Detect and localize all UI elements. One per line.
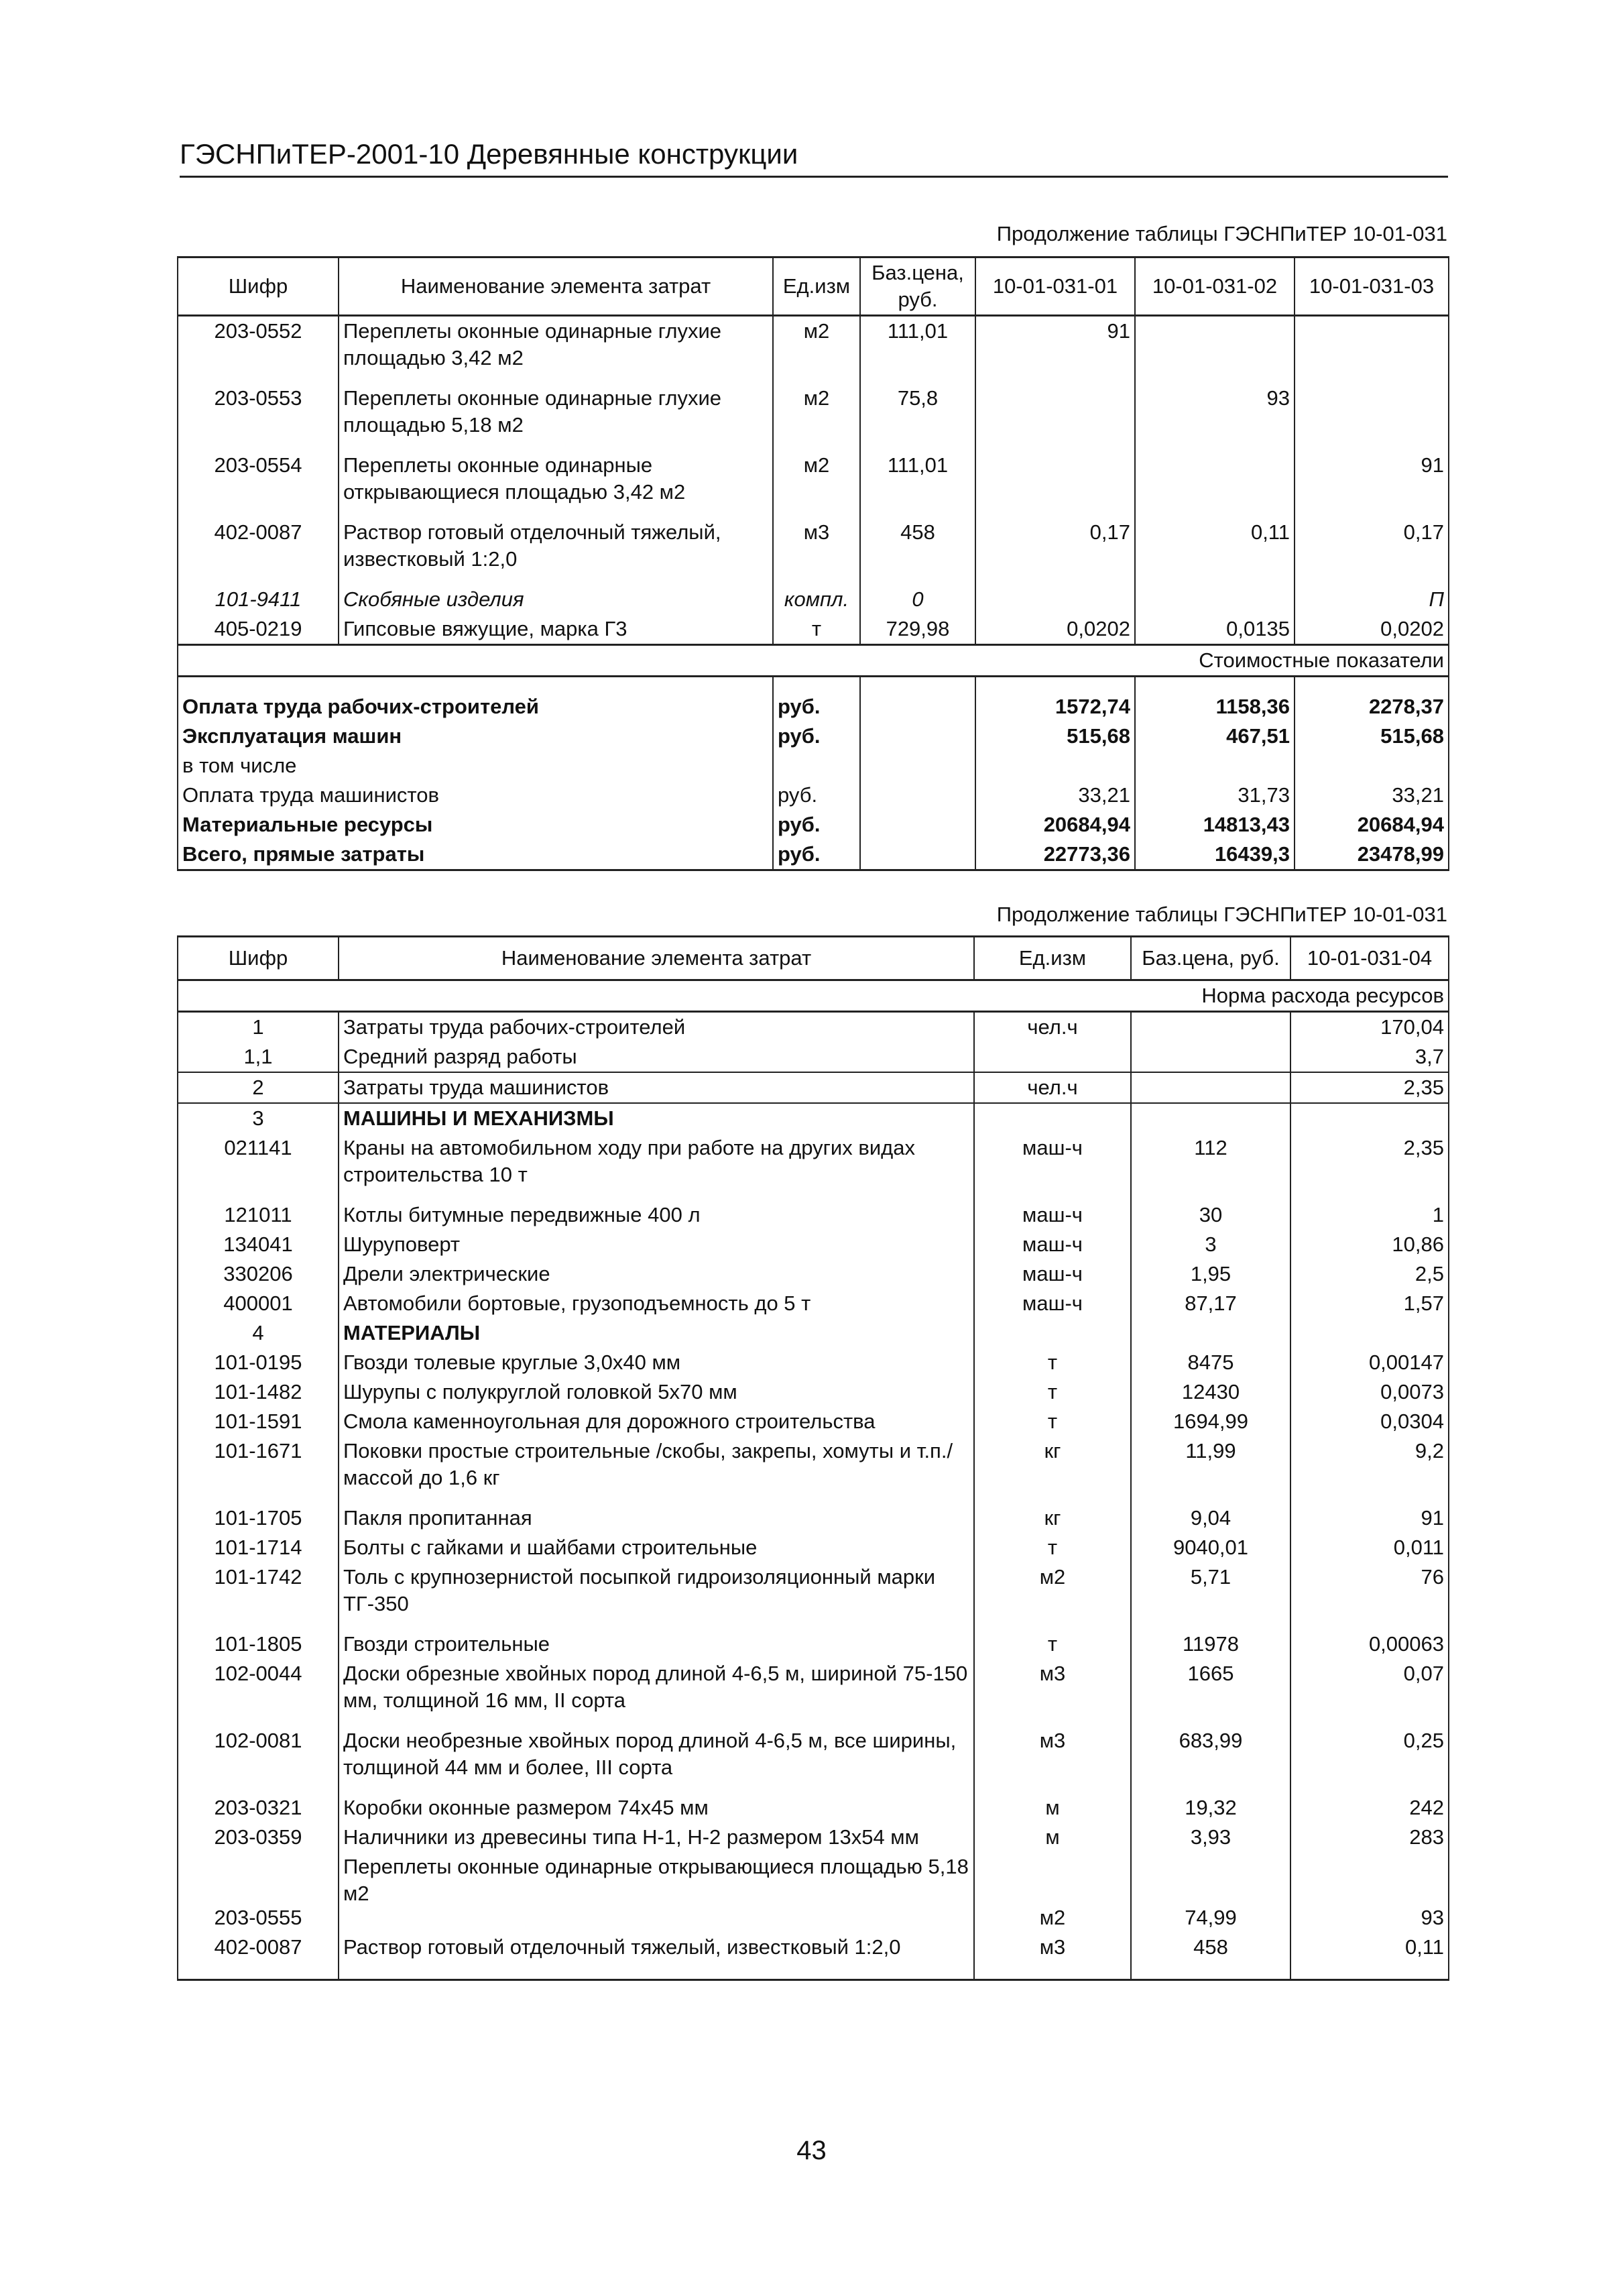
code-cell: 101-1742 [178,1562,339,1629]
empty-cell [860,781,975,810]
price-cell: 112 [1131,1133,1290,1200]
value-cell: 1 [1290,1200,1449,1230]
table-row [178,1933,1449,1979]
col-header: Шифр [178,937,339,980]
code-cell: 2 [178,1072,339,1103]
name-cell: Средний разряд работы [339,1042,974,1072]
value-cell: 93 [1290,1852,1449,1933]
name-cell: Переплеты оконные одинарные открывающиеся площадью 5,18 м2 [339,1852,974,1933]
name-cell: Переплеты оконные одинарные глухие площадью 5,18 м2 [339,384,773,451]
cost-label: Материальные ресурсы [178,810,773,840]
price-cell: 5,71 [1131,1562,1290,1629]
unit-cell: маш-ч [974,1259,1131,1289]
table-row [178,1289,1449,1318]
empty-cell [860,692,975,722]
price-cell: 111,01 [860,316,975,384]
cost-header-label: Стоимостные показатели [178,645,1449,677]
price-cell [1131,1318,1290,1348]
col-header: 10-01-031-02 [1135,257,1295,316]
name-cell: Скобяные изделия [339,585,773,614]
code-cell: 203-0555 [178,1852,339,1933]
value-cell: 10,86 [1290,1230,1449,1259]
value-cell: 0,0202 [1295,614,1449,645]
unit-cell: руб. [773,840,860,870]
col-header: 10-01-031-01 [975,257,1135,316]
unit-cell: м2 [773,316,860,384]
empty-cell [860,722,975,751]
col-header: Шифр [178,257,339,316]
page-number: 43 [796,2136,827,2165]
table-row [178,384,1449,451]
name-cell: Затраты труда рабочих-строителей [339,1012,974,1043]
price-cell: 11978 [1131,1629,1290,1659]
col-header: Ед.изм [773,257,860,316]
value-cell: 0,00063 [1290,1629,1449,1659]
name-cell: Краны на автомобильном ходу при работе на других видах строительства 10 т [339,1133,974,1200]
col-header: 10-01-031-04 [1290,937,1449,980]
value-cell: 0,11 [1135,518,1295,585]
price-cell: 8475 [1131,1348,1290,1377]
code-cell: 102-0044 [178,1659,339,1726]
norm-section-header [178,980,1449,1012]
price-cell [1131,1012,1290,1043]
table2-caption: Продолжение таблицы ГЭСНПиТЕР 10-01-031 [996,903,1447,926]
value-cell: 515,68 [1295,722,1449,751]
unit-cell: маш-ч [974,1200,1131,1230]
table-row [178,1072,1449,1103]
price-cell: 1,95 [1131,1259,1290,1289]
value-cell [1295,384,1449,451]
value-cell: 1,57 [1290,1289,1449,1318]
value-cell [1135,451,1295,518]
unit-cell: м3 [974,1726,1131,1793]
value-cell: 0,11 [1290,1933,1449,1979]
col-header: Баз.цена, руб. [1131,937,1290,980]
table-row [178,1348,1449,1377]
table-row [178,1503,1449,1533]
empty-cell [860,840,975,870]
value-cell: 0,0202 [975,614,1135,645]
table-row [178,585,1449,614]
cost-label: Эксплуатация машин [178,722,773,751]
unit-cell: руб. [773,692,860,722]
name-cell: Котлы битумные передвижные 400 л [339,1200,974,1230]
unit-cell: м3 [773,518,860,585]
price-cell: 111,01 [860,451,975,518]
table-row [178,1823,1449,1852]
table-row [178,1407,1449,1436]
price-cell: 74,99 [1131,1852,1290,1933]
unit-cell: м2 [974,1852,1131,1933]
unit-cell: м [974,1823,1131,1852]
name-cell: Затраты труда машинистов [339,1072,974,1103]
code-cell: 101-9411 [178,585,339,614]
value-cell: 2,35 [1290,1133,1449,1200]
price-cell [1131,1042,1290,1072]
value-cell: П [1295,585,1449,614]
cost-label: Всего, прямые затраты [178,840,773,870]
table-row [178,451,1449,518]
value-cell [1290,1318,1449,1348]
value-cell: 242 [1290,1793,1449,1823]
value-cell [1295,751,1449,781]
code-cell: 203-0554 [178,451,339,518]
value-cell [975,585,1135,614]
name-cell: Автомобили бортовые, грузоподъемность до 5 т [339,1289,974,1318]
code-cell: 400001 [178,1289,339,1318]
code-cell: 134041 [178,1230,339,1259]
price-cell [1131,1103,1290,1133]
name-cell: Дрели электрические [339,1259,974,1289]
price-cell: 3,93 [1131,1823,1290,1852]
unit-cell: маш-ч [974,1133,1131,1200]
price-cell: 1694,99 [1131,1407,1290,1436]
table-row [178,1533,1449,1562]
cost-label: Оплата труда рабочих-строителей [178,692,773,722]
unit-cell: руб. [773,781,860,810]
code-cell: 121011 [178,1200,339,1230]
value-cell [1295,316,1449,384]
col-header: Наименование элемента затрат [339,937,974,980]
name-cell: Толь с крупнозернистой посыпкой гидроизоляционный марки ТГ-350 [339,1562,974,1629]
value-cell: 9,2 [1290,1436,1449,1503]
table-row [178,1659,1449,1726]
unit-cell [773,751,860,781]
resource-table-2 [177,935,1449,1981]
unit-cell: м3 [974,1933,1131,1979]
unit-cell: чел.ч [974,1012,1131,1043]
table-row [178,316,1449,384]
value-cell: 0,17 [1295,518,1449,585]
value-cell: 0,17 [975,518,1135,585]
value-cell: 467,51 [1135,722,1295,751]
unit-cell: т [974,1407,1131,1436]
name-cell: Шурупы с полукруглой головкой 5х70 мм [339,1377,974,1407]
table-header-row [178,257,1449,316]
price-cell: 30 [1131,1200,1290,1230]
value-cell: 1158,36 [1135,692,1295,722]
value-cell: 23478,99 [1295,840,1449,870]
table-row [178,1562,1449,1629]
unit-cell: руб. [773,810,860,840]
name-cell: Наличники из древесины типа Н-1, Н-2 размером 13х54 мм [339,1823,974,1852]
name-cell: МАШИНЫ И МЕХАНИЗМЫ [339,1103,974,1133]
price-cell: 1665 [1131,1659,1290,1726]
code-cell: 203-0359 [178,1823,339,1852]
price-cell: 0 [860,585,975,614]
unit-cell: маш-ч [974,1289,1131,1318]
table-row [178,614,1449,645]
name-cell: Коробки оконные размером 74х45 мм [339,1793,974,1823]
value-cell: 20684,94 [975,810,1135,840]
name-cell: Раствор готовый отделочный тяжелый, известковый 1:2,0 [339,1933,974,1979]
col-header: Наименование элемента затрат [339,257,773,316]
unit-cell: т [974,1629,1131,1659]
code-cell: 101-1714 [178,1533,339,1562]
value-cell: 0,0073 [1290,1377,1449,1407]
code-cell: 402-0087 [178,1933,339,1979]
unit-cell: м3 [974,1659,1131,1726]
value-cell: 22773,36 [975,840,1135,870]
price-cell: 3 [1131,1230,1290,1259]
col-header: 10-01-031-03 [1295,257,1449,316]
code-cell: 101-0195 [178,1348,339,1377]
value-cell [975,751,1135,781]
price-cell: 9040,01 [1131,1533,1290,1562]
value-cell: 91 [1295,451,1449,518]
price-cell: 11,99 [1131,1436,1290,1503]
unit-cell: м2 [974,1562,1131,1629]
value-cell: 2,35 [1290,1072,1449,1103]
table1-caption: Продолжение таблицы ГЭСНПиТЕР 10-01-031 [996,222,1447,245]
value-cell: 3,7 [1290,1042,1449,1072]
table-header-row [178,937,1449,980]
value-cell: 0,0135 [1135,614,1295,645]
code-cell: 101-1482 [178,1377,339,1407]
cost-label: в том числе [178,751,773,781]
code-cell: 1,1 [178,1042,339,1072]
unit-cell: м2 [773,384,860,451]
table-row [178,1012,1449,1043]
cost-section-header [178,645,1449,677]
name-cell: Доски необрезные хвойных пород длиной 4-6,5 м, все ширины, толщиной 44 мм и более, III сорта [339,1726,974,1793]
value-cell: 0,25 [1290,1726,1449,1793]
code-cell: 405-0219 [178,614,339,645]
document-title: ГЭСНПиТЕР-2001-10 Деревянные конструкции [180,138,798,170]
value-cell: 20684,94 [1295,810,1449,840]
unit-cell: т [773,614,860,645]
name-cell: Пакля пропитанная [339,1503,974,1533]
name-cell: Шуруповерт [339,1230,974,1259]
price-cell: 458 [860,518,975,585]
value-cell: 2,5 [1290,1259,1449,1289]
price-cell: 12430 [1131,1377,1290,1407]
value-cell [1290,1103,1449,1133]
table-row [178,1042,1449,1072]
table-row [178,518,1449,585]
code-cell: 203-0552 [178,316,339,384]
name-cell: Гвозди строительные [339,1629,974,1659]
value-cell [1135,316,1295,384]
value-cell: 2278,37 [1295,692,1449,722]
cost-row [178,810,1449,840]
price-cell: 75,8 [860,384,975,451]
cost-row [178,781,1449,810]
unit-cell: м [974,1793,1131,1823]
cost-label: Оплата труда машинистов [178,781,773,810]
price-cell: 683,99 [1131,1726,1290,1793]
unit-cell: кг [974,1503,1131,1533]
unit-cell [974,1042,1131,1072]
code-cell: 4 [178,1318,339,1348]
unit-cell: компл. [773,585,860,614]
table-row [178,1852,1449,1933]
unit-cell: чел.ч [974,1072,1131,1103]
price-cell: 87,17 [1131,1289,1290,1318]
value-cell [1135,751,1295,781]
code-cell: 101-1591 [178,1407,339,1436]
value-cell: 91 [975,316,1135,384]
table-row [178,1629,1449,1659]
col-header: Баз.цена, руб. [860,257,975,316]
unit-cell: т [974,1348,1131,1377]
table-row [178,1133,1449,1200]
value-cell: 0,011 [1290,1533,1449,1562]
unit-cell [974,1103,1131,1133]
value-cell [975,384,1135,451]
code-cell: 101-1805 [178,1629,339,1659]
table-row [178,1793,1449,1823]
name-cell: Болты с гайками и шайбами строительные [339,1533,974,1562]
name-cell: Доски обрезные хвойных пород длиной 4-6,5 м, шириной 75-150 мм, толщиной 16 мм, II сорта [339,1659,974,1726]
value-cell: 515,68 [975,722,1135,751]
table2-body [178,1012,1449,1980]
cost-row [178,722,1449,751]
code-cell: 101-1671 [178,1436,339,1503]
value-cell: 0,07 [1290,1659,1449,1726]
unit-cell: руб. [773,722,860,751]
value-cell: 283 [1290,1823,1449,1852]
section-row [178,1318,1449,1348]
spacer-row [178,677,1449,693]
table-row [178,1377,1449,1407]
price-cell: 458 [1131,1933,1290,1979]
name-cell: Гвозди толевые круглые 3,0х40 мм [339,1348,974,1377]
section-row [178,1103,1449,1133]
code-cell: 3 [178,1103,339,1133]
name-cell: Раствор готовый отделочный тяжелый, известковый 1:2,0 [339,518,773,585]
table-row [178,1230,1449,1259]
code-cell: 102-0081 [178,1726,339,1793]
price-cell [1131,1072,1290,1103]
price-cell: 729,98 [860,614,975,645]
value-cell: 76 [1290,1562,1449,1629]
name-cell: Поковки простые строительные /скобы, закрепы, хомуты и т.п./ массой до 1,6 кг [339,1436,974,1503]
col-header: Ед.изм [974,937,1131,980]
name-cell: Смола каменноугольная для дорожного строительства [339,1407,974,1436]
unit-cell: маш-ч [974,1230,1131,1259]
unit-cell: т [974,1533,1131,1562]
table-row [178,1726,1449,1793]
value-cell [1135,585,1295,614]
empty-cell [860,810,975,840]
code-cell: 101-1705 [178,1503,339,1533]
table-row [178,1200,1449,1230]
code-cell: 330206 [178,1259,339,1289]
name-cell: Гипсовые вяжущие, марка Г3 [339,614,773,645]
page-header [180,134,1448,178]
value-cell: 14813,43 [1135,810,1295,840]
value-cell: 0,00147 [1290,1348,1449,1377]
cost-row [178,751,1449,781]
price-cell: 19,32 [1131,1793,1290,1823]
code-cell: 203-0321 [178,1793,339,1823]
value-cell: 33,21 [975,781,1135,810]
value-cell [975,451,1135,518]
unit-cell [974,1318,1131,1348]
price-cell: 9,04 [1131,1503,1290,1533]
value-cell: 16439,3 [1135,840,1295,870]
cost-row [178,692,1449,722]
code-cell: 1 [178,1012,339,1043]
name-cell: Переплеты оконные одинарные открывающиеся площадью 3,42 м2 [339,451,773,518]
value-cell: 31,73 [1135,781,1295,810]
code-cell: 203-0553 [178,384,339,451]
norm-header-label: Норма расхода ресурсов [178,980,1449,1012]
unit-cell: т [974,1377,1131,1407]
cost-row [178,840,1449,870]
name-cell: Переплеты оконные одинарные глухие площадью 3,42 м2 [339,316,773,384]
value-cell: 93 [1135,384,1295,451]
value-cell: 1572,74 [975,692,1135,722]
name-cell: МАТЕРИАЛЫ [339,1318,974,1348]
code-cell: 402-0087 [178,518,339,585]
table-row [178,1436,1449,1503]
value-cell: 33,21 [1295,781,1449,810]
unit-cell: кг [974,1436,1131,1503]
unit-cell: м2 [773,451,860,518]
value-cell: 170,04 [1290,1012,1449,1043]
empty-cell [860,751,975,781]
table-row [178,1259,1449,1289]
resource-table-1 [177,256,1449,871]
code-cell: 021141 [178,1133,339,1200]
value-cell: 0,0304 [1290,1407,1449,1436]
value-cell: 91 [1290,1503,1449,1533]
